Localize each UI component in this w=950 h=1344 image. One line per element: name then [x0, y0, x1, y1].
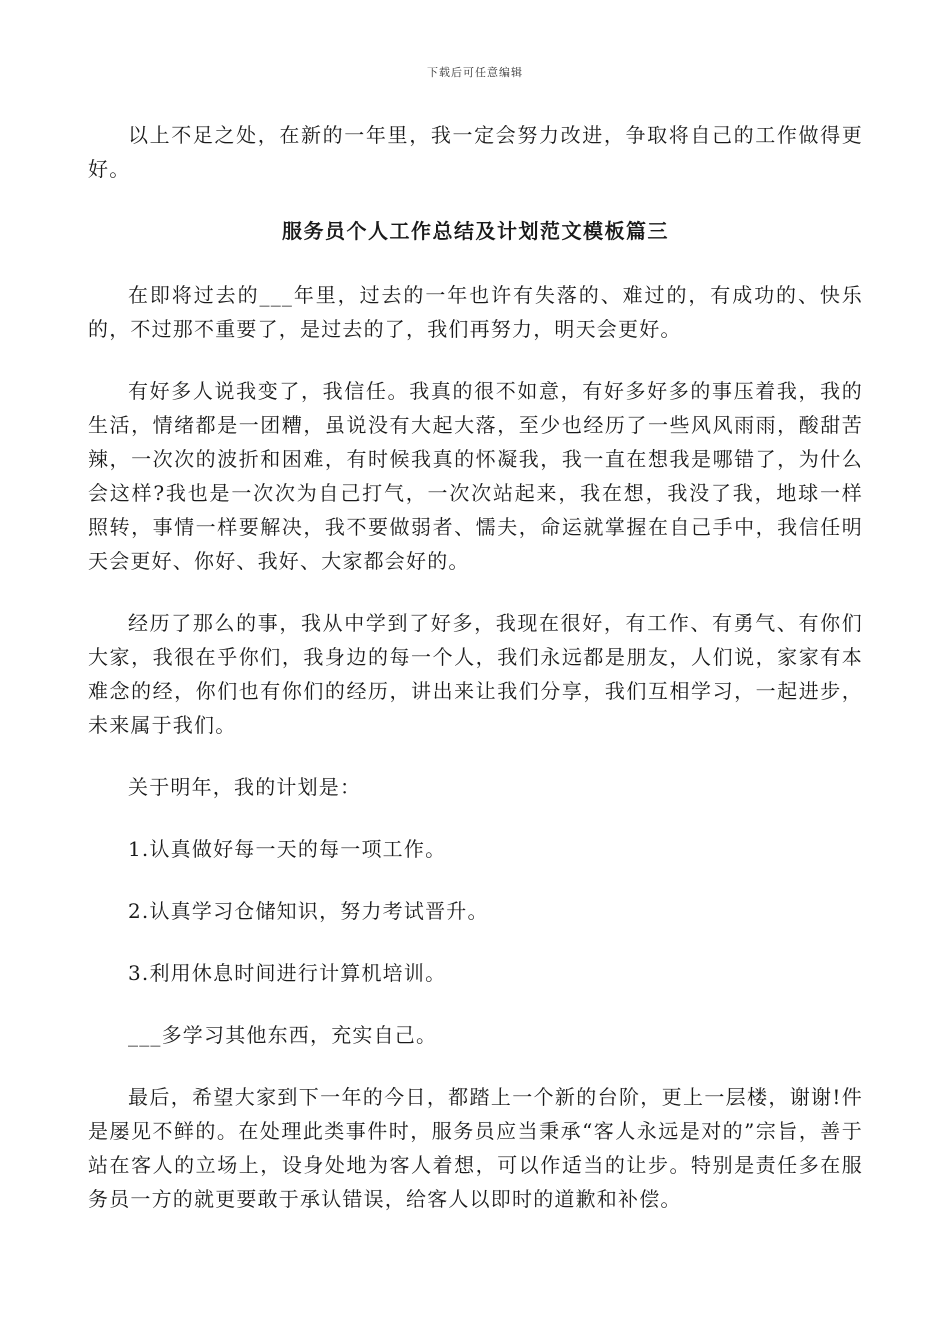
intro-paragraph: 以上不足之处，在新的一年里，我一定会努力改进，争取将自己的工作做得更好。	[88, 123, 863, 181]
plan-item: 2.认真学习仓储知识，努力考试晋升。	[128, 899, 489, 923]
body-paragraph: 经历了那么的事，我从中学到了好多，我现在很好，有工作、有勇气、有你们大家，我很在乎你们，我身边的每一个人，我们永远都是朋友，人们说，家家有本难念的经，你们也有你们的经历，讲出来让我们分享，我们互相学习，一起进步，未来属于我们。	[88, 611, 863, 737]
closing-paragraph: 最后，希望大家到下一年的今日，都踏上一个新的台阶，更上一层楼，谢谢!件是屡见不鲜的。在处理此类事件时，服务员应当秉承“客人永远是对的”宗旨，善于站在客人的立场上，设身处地为客人着想，可以作适当的让步。特别是责任多在服务员一方的就更要敢于承认错误，给客人以即时的道歉和补偿。	[88, 1085, 863, 1211]
section-title: 服务员个人工作总结及计划范文模板篇三	[282, 219, 669, 243]
plan-item: ___多学习其他东西，充实自己。	[128, 1023, 438, 1047]
body-paragraph: 在即将过去的___年里，过去的一年也许有失落的、难过的，有成功的、快乐的，不过那不重要了，是过去的了，我们再努力，明天会更好。	[88, 283, 863, 341]
plan-item: 3.利用休息时间进行计算机培训。	[128, 961, 447, 985]
plan-intro: 关于明年，我的计划是：	[128, 775, 362, 799]
body-paragraph: 有好多人说我变了，我信任。我真的很不如意，有好多好多的事压着我，我的生活，情绪都是一团糟，虽说没有大起大落，至少也经历了一些风风雨雨，酸甜苦辣，一次次的波折和困难，有时候我真的怀凝我，我一直在想我是哪错了，为什么会这样?我也是一次次为自己打气，一次次站起来，我在想，我没了我，地球一样照转，事情一样要解决，我不要做弱者、懦夫，命运就掌握在自己手中，我信任明天会更好、你好、我好、大家都会好的。	[88, 379, 863, 573]
page-header-note: 下载后可任意编辑	[427, 66, 523, 79]
plan-item: 1.认真做好每一天的每一项工作。	[128, 837, 447, 861]
document-body	[88, 118, 863, 1244]
